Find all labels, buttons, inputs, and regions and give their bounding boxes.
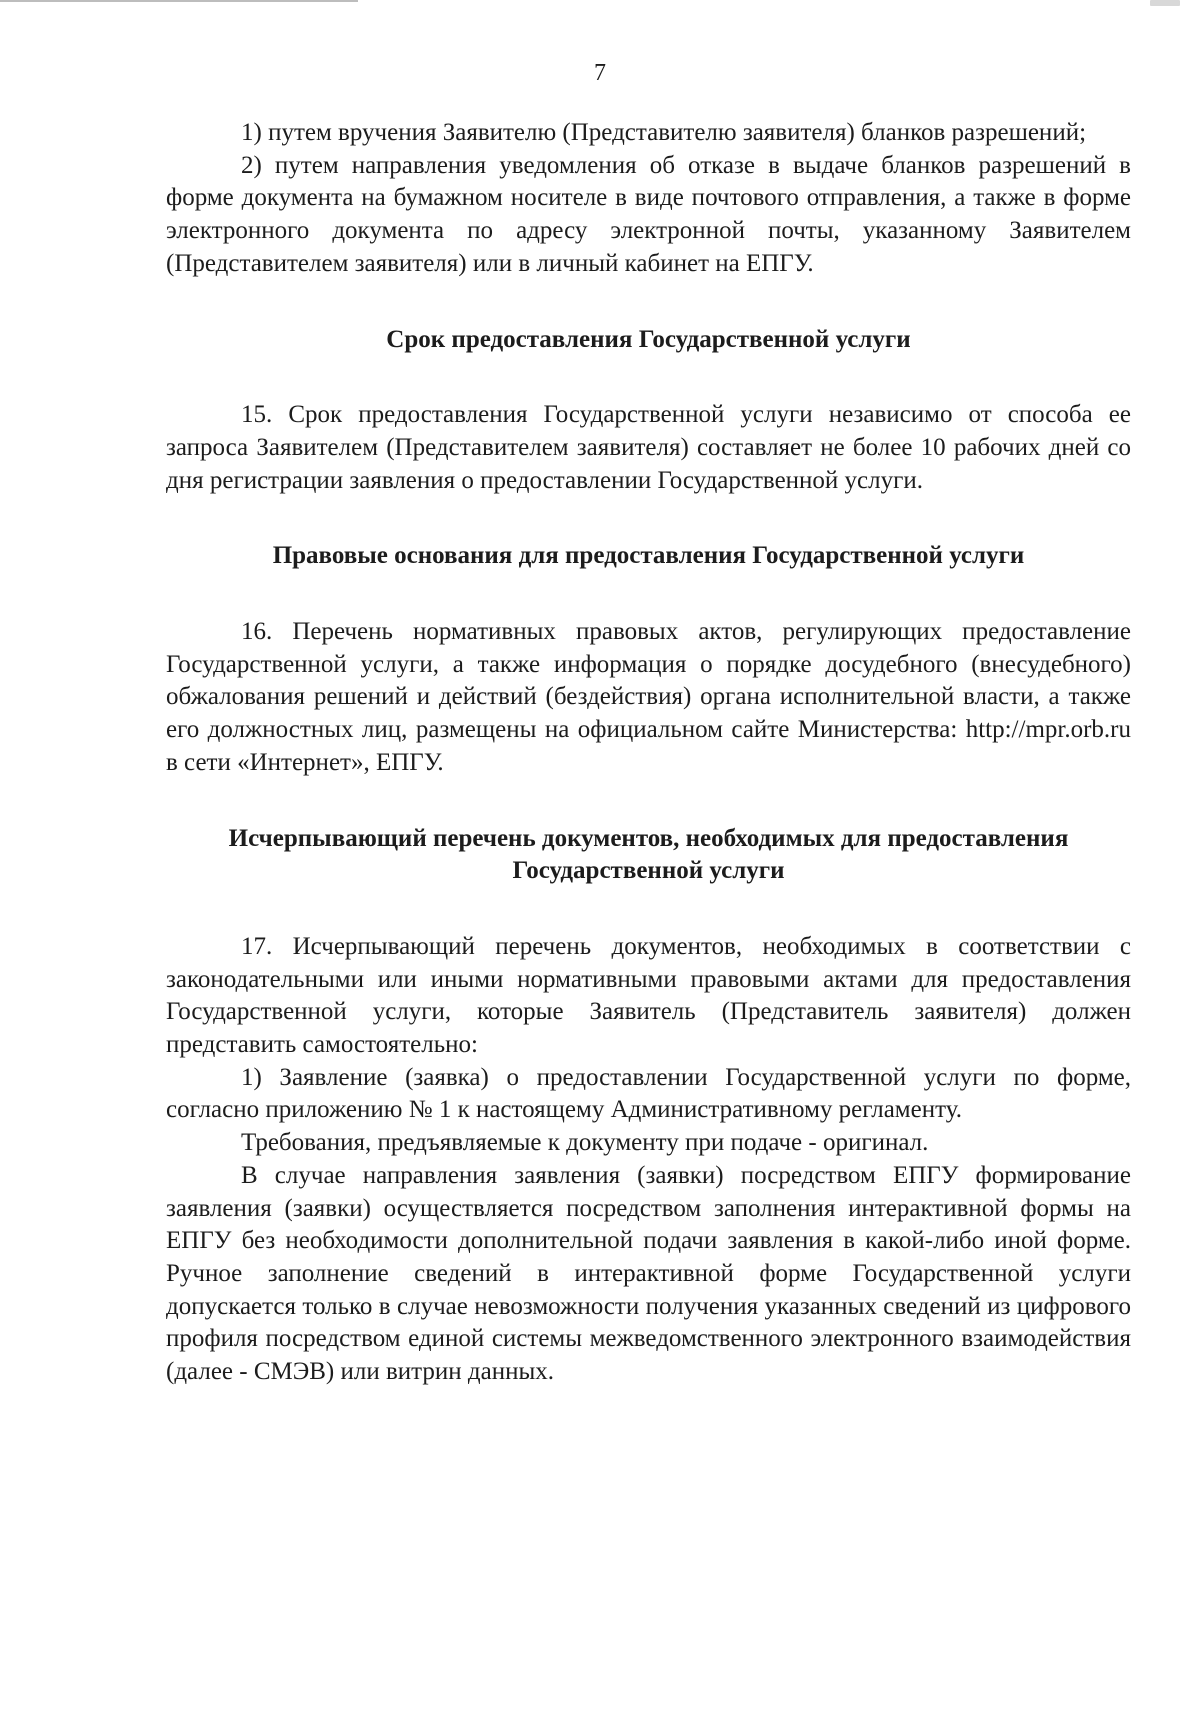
page-content bbox=[166, 117, 1131, 1389]
documents-requirements: Требования, предъявляемые к документу при подаче - оригинал. bbox=[241, 1129, 929, 1157]
documents-paragraph-17: 17. Исчерпывающий перечень документов, необходимых в соответствии с законодательными или иными нормативными правовыми актами для предоставления Государственной услуги, которые Заявитель (Представитель заявителя) должен представить самостоятельно: bbox=[166, 932, 1131, 1059]
term-heading: Срок предоставления Государственной услуги bbox=[386, 325, 911, 353]
term-paragraph-15: 15. Срок предоставления Государственной услуги независимо от способа ее запроса Заявителем (Представителем заявителя) составляет не более 10 рабочих дней со дня регистрации заявления о предоставлении Государственной услуги. bbox=[166, 401, 1131, 494]
legal-paragraph-16: 16. Перечень нормативных правовых актов, регулирующих предоставление Государственной услуги, а также информация о порядке досудебного (внесудебного) обжалования решений и действий (бездействия) органа исполнительной власти, а также его должностных лиц, размещены на официальном сайте Министерства: http://mpr.orb.ru в сети «Интернет», ЕПГУ. bbox=[166, 618, 1131, 776]
scan-corner-mark bbox=[1150, 0, 1180, 6]
documents-epgu-paragraph: В случае направления заявления (заявки) посредством ЕПГУ формирование заявления (заявки) осуществляется посредством заполнения интерактивной формы на ЕПГУ без необходимости дополнительной подачи заявления в какой-либо иной форме. Ручное заполнение сведений в интерактивной форме Государственной услуги допускается только в случае невозможности получения указанных сведений из цифрового профиля посредством единой системы межведомственного электронного взаимодействия (далее - СМЭВ) или витрин данных. bbox=[166, 1161, 1131, 1386]
results-item-2: 2) путем направления уведомления об отказе в выдаче бланков разрешений в форме документа на бумажном носителе в виде почтового отправления, а также в форме электронного документа по адресу электронной почты, указанному Заявителем (Представителем заявителя) или в личный кабинет на ЕПГУ. bbox=[166, 151, 1131, 277]
scan-edge-line bbox=[0, 0, 358, 2]
documents-heading bbox=[166, 823, 1131, 888]
documents-heading-line-1: Исчерпывающий перечень документов, необходимых для предоставления bbox=[228, 824, 1069, 852]
documents-item-1: 1) Заявление (заявка) о предоставлении Государственной услуги по форме, согласно приложению № 1 к настоящему Административному регламенту. bbox=[166, 1063, 1131, 1124]
legal-heading: Правовые основания для предоставления Государственной услуги bbox=[272, 542, 1025, 570]
results-item-1: 1) путем вручения Заявителю (Представителю заявителя) бланков разрешений; bbox=[241, 119, 1087, 146]
page-number: 7 bbox=[594, 60, 606, 86]
documents-heading-line-2: Государственной услуги bbox=[512, 857, 785, 885]
